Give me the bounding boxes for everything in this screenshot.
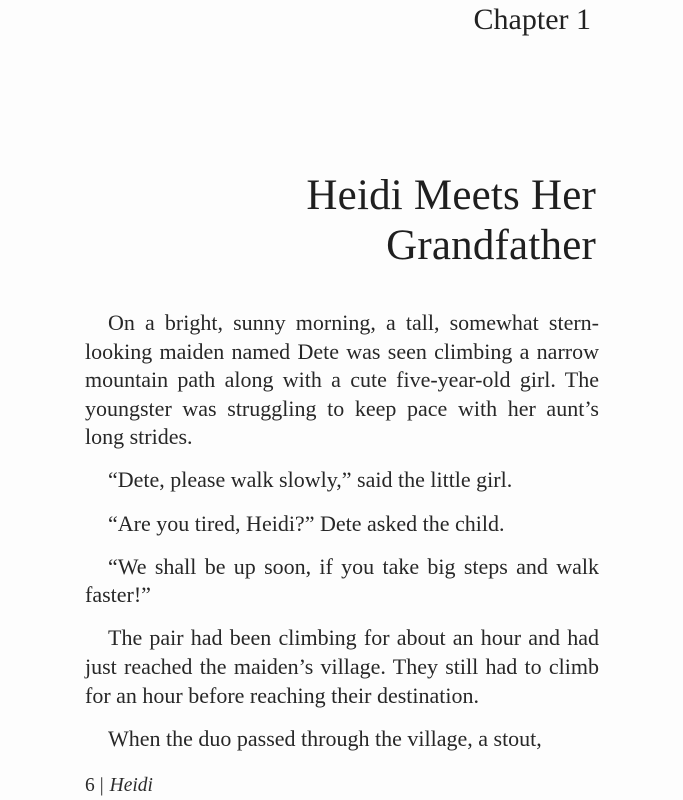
chapter-label: Chapter 1 bbox=[473, 3, 591, 36]
book-title: Heidi bbox=[109, 775, 153, 796]
paragraph: “Are you tired, Heidi?” Dete asked the child. bbox=[108, 510, 505, 536]
paragraph: On a bright, sunny morning, a tall, somewhat stern-looking maiden named Dete was seen climbing a narrow mountain path along with a cute five-year-old girl. The youngster was struggling to keep pace with her aunt’s long strides. bbox=[85, 310, 599, 450]
chapter-title-line-1: Heidi Meets Her bbox=[306, 172, 596, 219]
page-footer bbox=[85, 774, 153, 798]
chapter-title bbox=[85, 171, 596, 271]
page-number: 6 bbox=[85, 775, 95, 796]
chapter-title-line-2: Grandfather bbox=[386, 222, 596, 269]
paragraph: “We shall be up soon, if you take big steps and walk faster!” bbox=[85, 553, 599, 608]
body-text bbox=[85, 309, 599, 768]
paragraph: When the duo passed through the village, a stout, bbox=[108, 725, 542, 751]
footer-separator: | bbox=[99, 775, 104, 796]
paragraph: The pair had been climbing for about an hour and had just reached the maiden’s village. They still had to climb for an hour before reaching their destination. bbox=[85, 625, 599, 708]
paragraph: “Dete, please walk slowly,” said the little girl. bbox=[108, 467, 513, 493]
